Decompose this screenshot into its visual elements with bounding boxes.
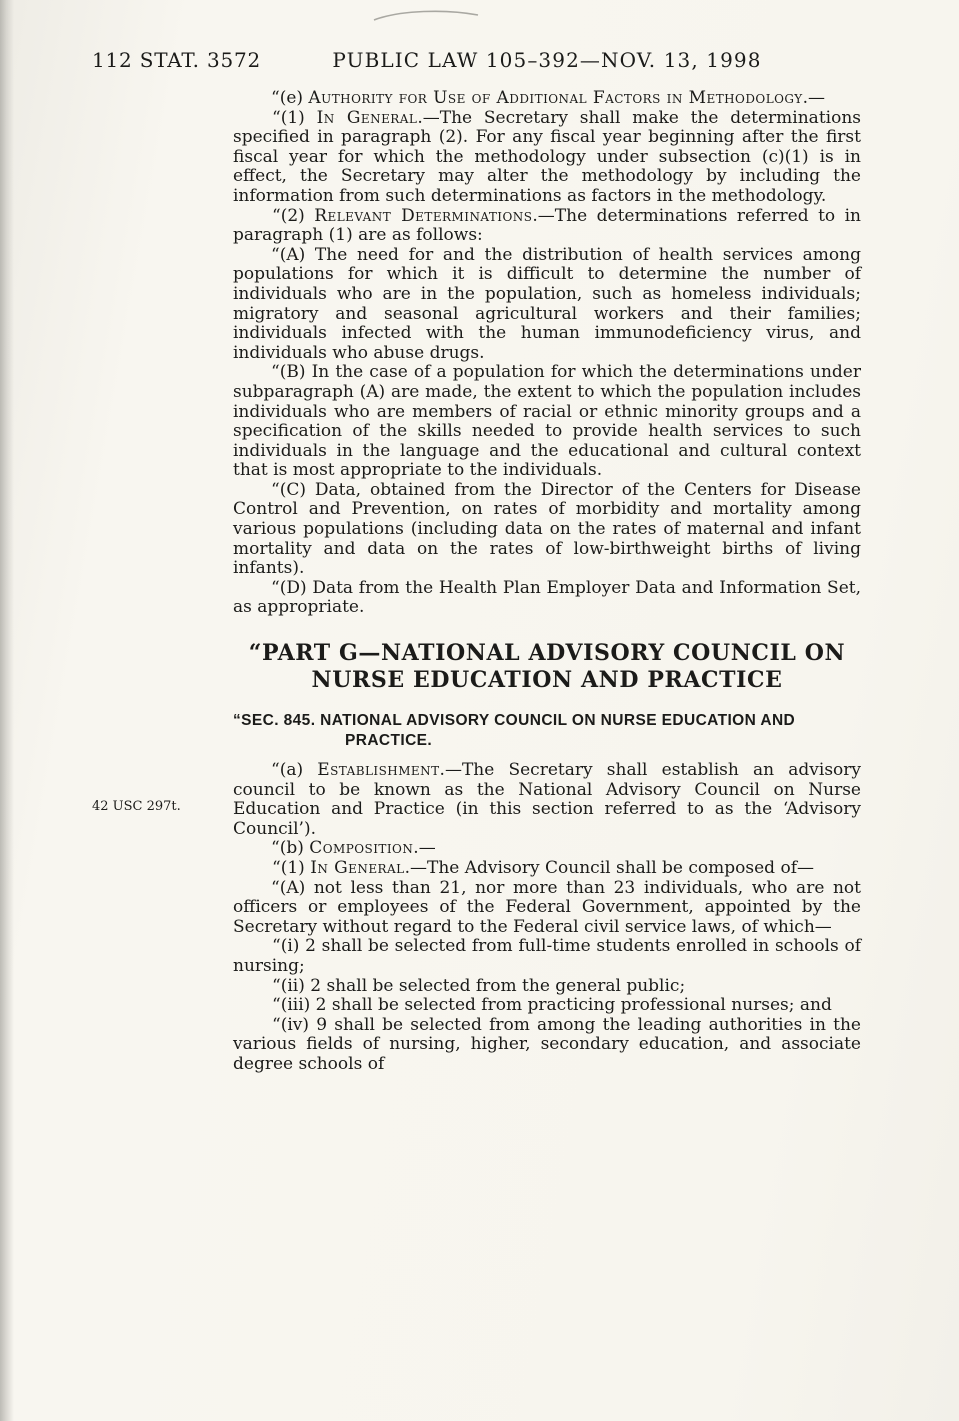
para-prefix: “(a)	[271, 760, 318, 781]
paragraph-e1	[233, 109, 861, 207]
para-smallcaps-heading: Composition	[309, 838, 414, 859]
para-smallcaps-heading: Relevant Determinations	[314, 205, 533, 226]
para-smallcaps-heading: Establishment	[317, 760, 440, 781]
paragraph-e2	[233, 207, 861, 246]
para-text: .—	[413, 838, 436, 859]
paragraph-b1	[233, 859, 861, 879]
margin-note-usc-citation: 42 USC 297t.	[92, 799, 181, 814]
clause-b1A-iii: “(iii) 2 shall be selected from practicing professional nurses; and	[272, 995, 832, 1016]
subparagraph-e2A: “(A) The need for and the distribution of health services among populations for which it is difficult to determine the number of individuals who are in the population, such as homeless individuals; migratory and seasonal agricultural workers and their families; individuals infected with the human immunodeficiency virus, and individuals who abuse drugs.	[233, 244, 861, 363]
statute-text-column	[233, 89, 861, 1075]
subparagraph-b1A: “(A) not less than 21, nor more than 23 individuals, who are not officers or employees of the Federal Government, appointed by the Secretary without regard to the Federal civil service laws, of which—	[233, 877, 861, 937]
para-text: .—The Secretary shall make the determinations specified in paragraph (2). For any fiscal year beginning after the first fiscal year for which the methodology under subsection (c)(1) is in effect, the Secretary may alter the methodology by including the information from such determinations as factors in the methodology.	[233, 107, 861, 206]
subparagraph-e2C: “(C) Data, obtained from the Director of the Centers for Disease Control and Prevention, on rates of morbidity and mortality among various populations (including data on the rates of maternal and infant mortality and data on the rates of low-birthweight births of living infants).	[233, 479, 861, 579]
para-prefix: “(2)	[272, 205, 315, 226]
subparagraph-e2D: “(D) Data from the Health Plan Employer Data and Information Set, as appropriate.	[233, 577, 861, 618]
scan-artifact-curve	[372, 6, 482, 26]
part-g-heading-line2: NURSE EDUCATION AND PRACTICE	[311, 666, 783, 693]
sec-845-heading	[233, 711, 861, 750]
para-prefix: “(1)	[272, 107, 317, 128]
sec-845-heading-line1: “SEC. 845. NATIONAL ADVISORY COUNCIL ON NURSE EDUCATION AND	[233, 712, 796, 730]
para-smallcaps-heading: In General	[316, 107, 418, 128]
para-prefix: “(b)	[271, 838, 310, 859]
part-g-heading	[233, 640, 861, 693]
subparagraph-e2B: “(B) In the case of a population for which the determinations under subparagraph (A) are made, the extent to which the population includes individuals who are members of racial or ethnic minority groups and a specification of the skills needed to provide health services to such individuals in the language and the educational and cultural context that is most appropriate to the individuals.	[233, 362, 861, 481]
para-text: .—	[802, 88, 826, 108]
subsection-e-intro	[233, 89, 861, 109]
para-text: .—The Secretary shall establish an advisory council to be known as the National Advisory Council on Nurse Education and Practice (in this section referred to as the ‘Advisory Council’).	[233, 760, 862, 839]
para-text: .—The Advisory Council shall be composed of—	[404, 858, 814, 878]
sec-845-heading-line2: PRACTICE.	[345, 731, 433, 749]
para-smallcaps-heading: Authority for Use of Additional Factors in Methodology	[308, 88, 803, 108]
clause-b1A-ii: “(ii) 2 shall be selected from the general public;	[272, 975, 686, 996]
clause-b1A-i: “(i) 2 shall be selected from full-time students enrolled in schools of nursing;	[233, 936, 861, 976]
para-text: .—The determinations referred to in paragraph (1) are as follows:	[233, 205, 861, 246]
subsection-a-establishment	[233, 761, 861, 839]
public-law-running-head: PUBLIC LAW 105–392—NOV. 13, 1998	[332, 48, 762, 72]
scan-edge-shadow	[0, 0, 14, 1421]
part-g-heading-line1: “PART G—NATIONAL ADVISORY COUNCIL ON	[248, 640, 846, 667]
subsection-b-composition	[233, 839, 861, 859]
para-smallcaps-heading: In General	[310, 858, 405, 878]
para-prefix: “(1)	[272, 858, 311, 878]
clause-b1A-iv: “(iv) 9 shall be selected from among the leading authorities in the various fields of nursing, higher, secondary education, and associate degree schools of	[233, 1014, 861, 1074]
para-prefix: “(e)	[271, 88, 309, 108]
stat-page-number: 112 STAT. 3572	[92, 48, 262, 72]
